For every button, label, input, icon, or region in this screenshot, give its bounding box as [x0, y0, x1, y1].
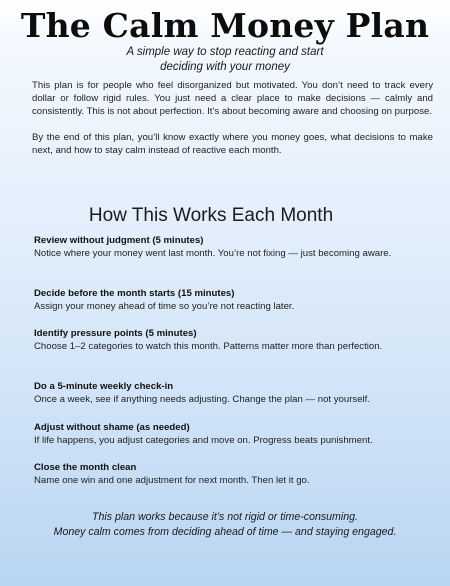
- section-heading: How This Works Each Month: [88, 205, 334, 226]
- step-title: Decide before the month starts (15 minutes): [34, 288, 235, 299]
- step-body: Choose 1–2 categories to watch this month. Patterns matter more than perfection.: [34, 341, 383, 352]
- intro-text: [32, 79, 433, 157]
- subtitle-line-2: deciding with your money: [160, 61, 290, 73]
- closing-line-2: Money calm comes from deciding ahead of time — and staying engaged.: [53, 526, 397, 538]
- step-title: Adjust without shame (as needed): [34, 422, 190, 433]
- step-item: [34, 287, 401, 313]
- step-body: Notice where your money went last month. You’re not fixing — just becoming aware.: [34, 248, 392, 259]
- step-title: Identify pressure points (5 minutes): [34, 328, 197, 339]
- step-item: [34, 421, 401, 447]
- step-item: [34, 327, 401, 353]
- step-title: Review without judgment (5 minutes): [34, 235, 204, 246]
- subtitle: [60, 45, 390, 75]
- step-body: Assign your money ahead of time so you’re not reacting later.: [34, 301, 295, 312]
- step-body: If life happens, you adjust categories and move on. Progress beats punishment.: [34, 435, 373, 446]
- step-title: Do a 5-minute weekly check-in: [34, 381, 174, 392]
- step-item: [34, 380, 401, 406]
- closing-line-1: This plan works because it’s not rigid or time-consuming.: [92, 511, 358, 523]
- step-item: [34, 461, 401, 487]
- page-title: The Calm Money Plan: [20, 6, 430, 45]
- step-body: Name one win and one adjustment for next month. Then let it go.: [34, 475, 310, 486]
- intro-paragraph-2: By the end of this plan, you’ll know exactly where you money goes, what decisions to make next, and how to stay calm instead of reactive each month.: [32, 132, 433, 156]
- step-body: Once a week, see if anything needs adjusting. Change the plan — not yourself.: [34, 394, 370, 405]
- step-title: Close the month clean: [34, 462, 137, 473]
- intro-paragraph-1: This plan is for people who feel disorganized but motivated. You don’t need to track every dollar or follow rigid rules. You just need a clear place to make decisions — calmly and consistently. This is not about perfection. It’s about becoming aware and choosing on purpose.: [32, 80, 433, 117]
- closing-statement: [20, 510, 430, 540]
- subtitle-line-1: A simple way to stop reacting and start: [126, 46, 324, 58]
- step-item: [34, 234, 401, 260]
